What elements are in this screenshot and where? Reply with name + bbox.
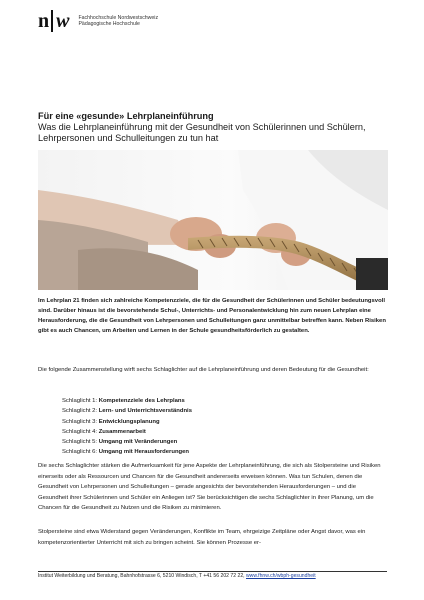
list-item [62,417,192,427]
spotlight-prefix: Schlaglicht 5: [62,439,99,446]
list-item [62,396,192,406]
institution-line-1: Fachhochschule Nordwestschweiz [78,14,159,21]
intro-paragraph: Die folgende Zusammenstellung wirft sechs Schlaglichter auf die Lehrplaneinführung und deren Bedeutung für die Gesundheit: [38,367,369,373]
body-paragraph-3: Stolpersteine sind etwa Widerstand gegen Veränderungen, Konflikte im Team, ehrgeizige Zeitpläne oder Angst davor, was ein kompetenzorientierter Unterricht mit sich zu bringen scheint. Sie können Prozesse er- [38,529,366,546]
page-header [38,9,158,33]
spotlight-prefix: Schlaglicht 1: [62,398,99,404]
list-item [62,427,192,437]
spotlight-label: Lern- und Unterrichtsverständnis [98,408,192,415]
spotlight-label: Umgang mit Veränderungen [98,439,178,446]
document-subtitle: Was die Lehrplaneinführung mit der Gesundheit von Schülerinnen und Schülern, Lehrpersonen und Schulleitungen zu tun hat [38,122,366,143]
logo-letter-w: w [56,10,70,32]
logo-letter-n: n [38,10,50,32]
list-item [62,447,192,457]
logo-divider [51,10,53,32]
spotlight-label: Zusammenarbeit [98,428,146,435]
list-item [62,437,192,447]
spotlight-list [62,396,192,458]
tug-of-war-photo [38,150,388,290]
institution-name [78,15,158,27]
footer-divider [38,571,387,572]
spotlight-prefix: Schlaglicht 3: [62,418,99,425]
institution-line-2: Pädagogische Hochschule [78,21,140,27]
spotlight-prefix: Schlaglicht 2: [62,408,99,415]
document-title: Für eine «gesunde» Lehrplaneinführung [38,111,214,121]
spotlight-label: Kompetenzziele des Lehrplans [98,398,185,404]
lead-paragraph: Im Lehrplan 21 finden sich zahlreiche Kompetenzziele, die für die Gesundheit der Schülerinnen und Schüler bedeutungsvoll sind. Darüber hinaus ist die bevorstehende Schul-, Unterrichts- und Personalentwicklung hin zum neuen Lehrplan eine Herausforderung, die die Gesundheit von Lehrpersonen und Schulleitungen ganz unmittelbar betreffen kann. Neben Risiken gibt es auch Chancen, um Arbeiten und Lernen in der Schule gesundheitsförderlich zu gestalten. [38,298,386,335]
body-paragraph-2: Die sechs Schlaglichter stärken die Aufmerksamkeit für jene Aspekte der Lehrplaneinführung, die sich als Stolpersteine und Risiken einerseits oder als Ressourcen und Chancen für die Gesundheit andererseits erweisen können. Was tun Schulen, denen die Gesundheit von Lehrpersonen und Schulleitungen – gerade angesichts der bevorstehenden Herausforderungen – und die Gesundheit ihrer Schülerinnen und Schüler ein Anliegen ist? Sie berücksichtigen die sechs Schlaglichter in ihrer Planung, um die Chancen für die Gesundheit zu Nutzen und die Risiken zu minimieren. [38,463,381,512]
page-footer [38,573,387,580]
spotlight-label: Umgang mit Herausforderungen [98,449,190,456]
footer-address: Institut Weiterbildung und Beratung, Bahnhofstrasse 6, 5210 Windisch, T +41 56 202 72 22, [38,573,246,579]
list-item [62,406,192,416]
spotlight-label: Entwicklungsplanung [98,418,160,425]
spotlight-prefix: Schlaglicht 6: [62,449,99,456]
spotlight-prefix: Schlaglicht 4: [62,428,99,435]
fhnw-logo [38,10,69,32]
title-block [38,111,388,144]
photo-illustration [38,150,388,290]
footer-link[interactable]: www.fhnw.ch/wbph-gesundheit [246,573,316,579]
